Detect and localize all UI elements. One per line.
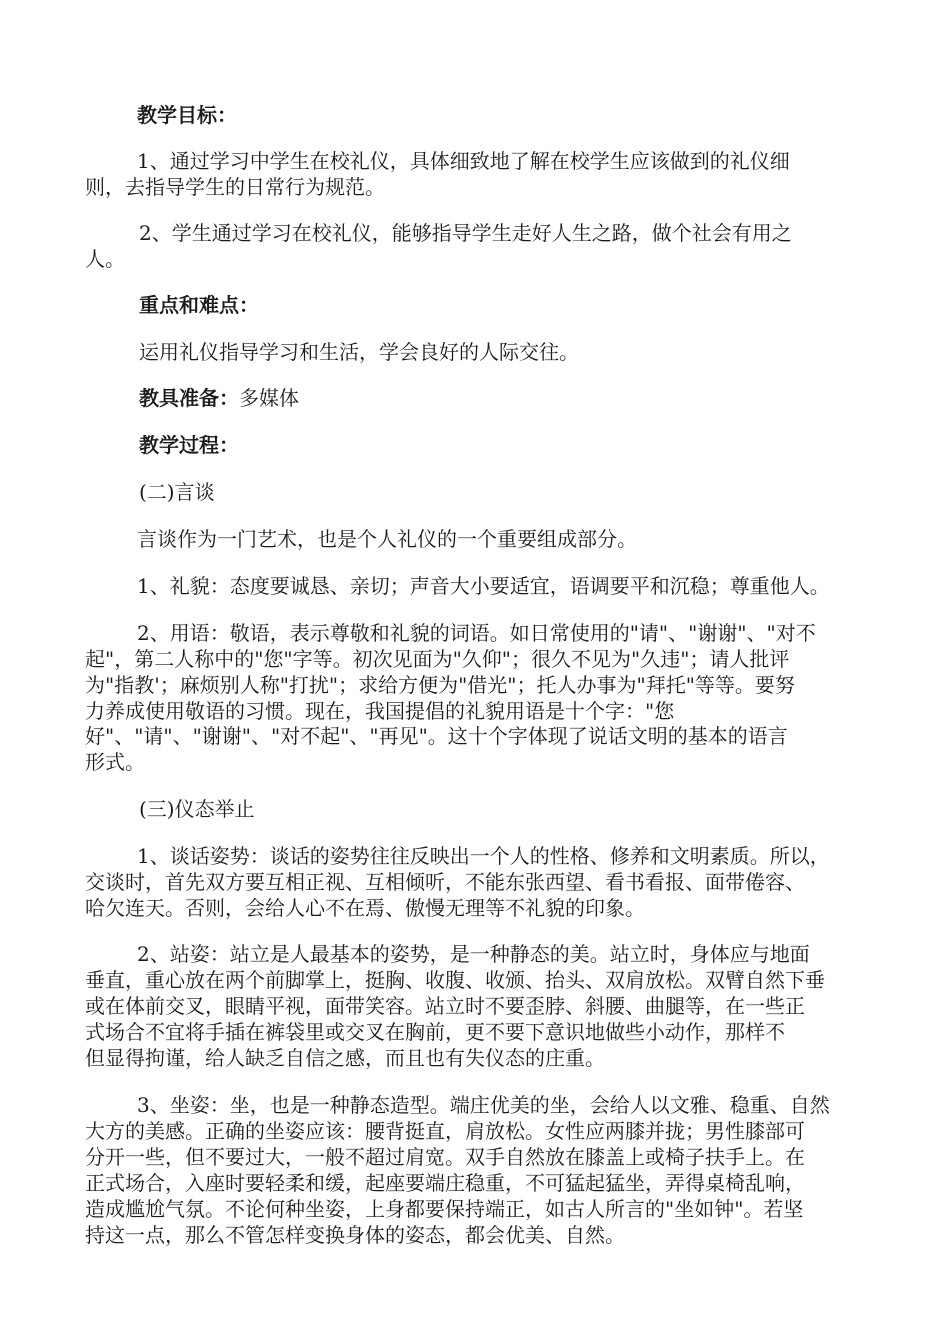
section-3-item-2-line-5: 但显得拘谨，给人缺乏自信之感，而且也有失仪态的庄重。 [85,1046,605,1070]
section-2-item-2-line-1: 2、用语：敬语，表示尊敬和礼貌的词语。如日常使用的"请"、"谢谢"、"对不 [137,621,816,645]
goal-2-line-2: 人。 [85,247,125,271]
goal-1-line-2: 则，去指导学生的日常行为规范。 [85,175,385,199]
section-2-item-2-line-2: 起"，第二人称中的"您"字等。初次见面为"久仰"；很久不见为"久违"；请人批评 [85,647,790,671]
section-3-item-2-line-1: 2、站姿：站立是人最基本的姿势，是一种静态的美。站立时，身体应与地面 [137,942,810,966]
goal-1-line-1: 1、通过学习中学生在校礼仪，具体细致地了解在校学生应该做到的礼仪细 [137,149,790,173]
section-3-item-1-line-2: 交谈时，首先双方要互相正视、互相倾听，不能东张西望、看书看报、面带倦容、 [85,870,805,894]
section-3-item-3-line-3: 分开一些，但不要过大，一般不超过肩宽。双手自然放在膝盖上或椅子扶手上。在 [85,1145,805,1169]
section-3-item-1-line-3: 哈欠连天。否则，会给人心不在焉、傲慢无理等不礼貌的印象。 [85,896,645,920]
section-2-item-2-line-6: 形式。 [85,750,145,774]
section-2-item-2-line-4: 力养成使用敬语的习惯。现在，我国提倡的礼貌用语是十个字："您 [85,699,675,723]
section-3-item-3-line-1: 3、坐姿：坐，也是一种静态造型。端庄优美的坐，会给人以文雅、稳重、自然 [137,1093,830,1117]
heading-teaching-process: 教学过程： [139,433,239,457]
section-2-intro: 言谈作为一门艺术，也是个人礼仪的一个重要组成部分。 [137,527,637,551]
section-2-item-1: 1、礼貌：态度要诚恳、亲切；声音大小要适宜，语调要平和沉稳；尊重他人。 [137,574,830,598]
section-3-item-3-line-4: 正式场合，入座时要轻柔和缓，起座要端庄稳重，不可猛起猛坐，弄得桌椅乱响， [85,1171,805,1195]
tools-value: 多媒体 [239,386,299,410]
section-3-item-3-line-5: 造成尴尬气氛。不论何种坐姿，上身都要保持端正，如古人所言的"坐如钟"。若坚 [85,1197,804,1221]
key-points-text: 运用礼仪指导学习和生活，学会良好的人际交往。 [139,340,579,364]
heading-key-points: 重点和难点： [139,293,259,317]
section-3-item-3-line-6: 持这一点，那么不管怎样变换身体的姿态，都会优美、自然。 [85,1223,625,1247]
section-2-title: (二)言谈 [139,480,215,504]
section-3-title: (三)仪态举止 [139,797,255,821]
section-3-item-1-line-1: 1、谈话姿势：谈话的姿势往往反映出一个人的性格、修养和文明素质。所以， [137,844,830,868]
goal-2-line-1: 2、学生通过学习在校礼仪，能够指导学生走好人生之路，做个社会有用之 [139,221,792,245]
section-2-item-2-line-3: 为"指教'；麻烦别人称"打扰"；求给方便为"借光"；托人办事为"拜托"等等。要努 [85,673,795,697]
section-3-item-2-line-2: 垂直，重心放在两个前脚掌上，挺胸、收腹、收颁、抬头、双肩放松。双臂自然下垂 [85,968,825,992]
section-2-item-2-line-5: 好"、"请"、"谢谢"、"对不起"、"再见"。这十个字体现了说话文明的基本的语言 [85,724,788,748]
section-3-item-3-line-2: 大方的美感。正确的坐姿应该：腰背挺直，肩放松。女性应两膝并拢；男性膝部可 [85,1119,805,1143]
tools-line [139,385,299,411]
section-3-item-2-line-4: 式场合不宜将手插在裤袋里或交叉在胸前，更不要下意识地做些小动作，那样不 [85,1020,785,1044]
tools-label: 教具准备： [139,386,239,410]
heading-teaching-goals: 教学目标： [137,103,237,127]
section-3-item-2-line-3: 或在体前交叉，眼睛平视，面带笑容。站立时不要歪脖、斜腰、曲腿等，在一些正 [85,994,805,1018]
